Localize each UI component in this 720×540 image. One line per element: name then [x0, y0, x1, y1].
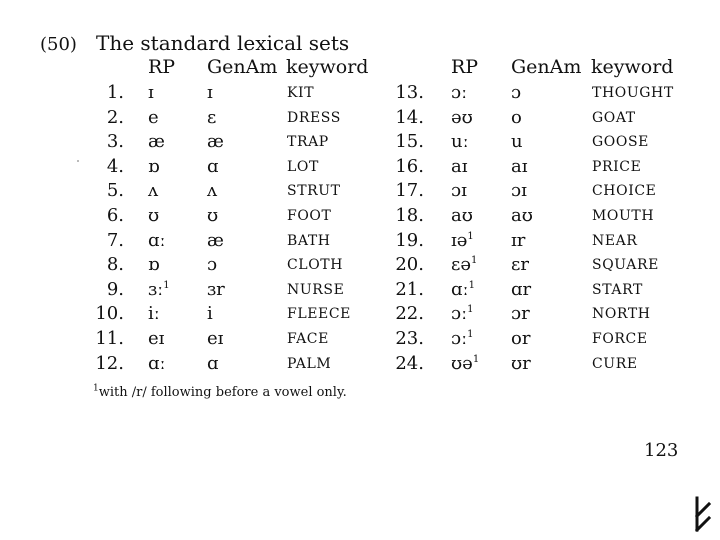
right-rp-value: [451, 230, 474, 251]
right-rp-value: [451, 254, 477, 275]
left-rp-value: [148, 180, 158, 201]
header-genam-right: GenAm: [511, 56, 582, 78]
right-genam-value: aɪ: [511, 155, 528, 177]
right-keyword: GOAT: [592, 109, 636, 126]
left-genam-value: ʌ: [207, 180, 218, 202]
right-row-number: 14.: [395, 106, 424, 128]
right-genam-value: ɔ: [511, 82, 522, 103]
left-genam-value: æ: [207, 229, 224, 251]
header-keyword-right: keyword: [591, 56, 674, 78]
left-row-number: 4.: [106, 155, 124, 177]
example-number: (50): [40, 34, 77, 55]
left-genam-value: ɜr: [207, 278, 225, 300]
left-row-number: 1.: [106, 82, 124, 103]
right-rp-value: [451, 279, 475, 300]
right-keyword: FORCE: [592, 331, 648, 347]
left-rp-value: [148, 205, 159, 226]
header-keyword-left: keyword: [286, 56, 369, 78]
right-keyword: SQUARE: [592, 257, 659, 274]
left-row-number: 10.: [95, 303, 124, 325]
right-row-number: 16.: [395, 155, 424, 177]
rp-symbol: əʊ: [451, 106, 473, 128]
left-genam-value: æ: [207, 131, 224, 153]
left-genam-value: ʊ: [207, 205, 219, 226]
page-number: 123: [644, 440, 679, 461]
left-rp-value: [148, 82, 154, 103]
rp-symbol: æ: [148, 131, 165, 153]
rp-symbol: ɪə: [451, 229, 468, 251]
right-genam-value: ɛr: [511, 254, 529, 276]
left-keyword: FACE: [287, 331, 329, 347]
right-genam-value: o: [511, 106, 522, 128]
right-genam-value: ɔr: [511, 303, 530, 325]
right-row-number: 22.: [395, 303, 424, 325]
right-genam-value: ɔɪ: [511, 180, 527, 202]
rp-symbol: eɪ: [148, 328, 165, 349]
rp-symbol: aʊ: [451, 205, 473, 226]
left-rp-value: [148, 353, 166, 374]
right-genam-value: aʊ: [511, 205, 533, 226]
left-rp-value: [148, 279, 170, 300]
rp-symbol: ɔː: [451, 303, 468, 325]
left-keyword: BATH: [287, 232, 331, 249]
left-keyword: PALM: [287, 355, 332, 372]
rp-symbol: ʊ: [148, 205, 160, 226]
right-row-number: 20.: [395, 254, 424, 276]
footnote-ref: 1: [467, 329, 474, 340]
left-rp-value: [148, 107, 159, 128]
left-genam-value: ɪ: [207, 82, 213, 103]
rp-symbol: ɑː: [148, 352, 166, 374]
right-row-number: 18.: [395, 205, 424, 226]
left-rp-value: [148, 254, 160, 275]
left-row-number: 2.: [106, 106, 124, 128]
right-keyword: NORTH: [592, 306, 651, 323]
rp-symbol: ɑː: [148, 229, 166, 251]
footnote-ref: 1: [467, 304, 474, 316]
header-rp-left: RP: [148, 56, 176, 78]
rp-symbol: ɒ: [148, 254, 160, 276]
rp-symbol: uː: [451, 131, 469, 153]
right-keyword: PRICE: [592, 158, 642, 175]
left-row-number: 3.: [106, 131, 124, 153]
right-row-number: 19.: [395, 229, 424, 251]
rp-symbol: ʌ: [148, 180, 159, 202]
rp-symbol: ɛə: [451, 254, 471, 276]
left-genam-value: eɪ: [207, 328, 224, 349]
right-keyword: MOUTH: [592, 208, 655, 224]
footnote: [93, 385, 347, 400]
right-keyword: CURE: [592, 355, 638, 372]
right-rp-value: [451, 328, 474, 349]
footnote-ref: 1: [470, 255, 478, 267]
left-rp-value: [148, 230, 166, 251]
right-row-number: 17.: [395, 180, 424, 202]
right-genam-value: ʊr: [511, 352, 531, 374]
left-keyword: STRUT: [287, 183, 341, 200]
right-genam-value: ɑr: [511, 278, 532, 300]
print-speck: [77, 160, 79, 162]
footnote-ref: 1: [472, 353, 480, 365]
footnote-ref: 1: [468, 279, 475, 291]
footnote-text: with /r/ following before a vowel only.: [98, 385, 347, 400]
right-rp-value: [451, 82, 467, 103]
left-keyword: CLOTH: [287, 257, 344, 274]
publisher-logo-icon: [694, 496, 712, 536]
left-row-number: 7.: [106, 229, 124, 251]
rp-symbol: ɪ: [148, 82, 154, 103]
left-row-number: 11.: [95, 328, 124, 349]
right-rp-value: [451, 353, 479, 374]
right-genam-value: u: [511, 131, 523, 153]
left-rp-value: [148, 303, 160, 324]
left-genam-value: ɑ: [207, 352, 219, 374]
right-keyword: CHOICE: [592, 183, 657, 200]
right-row-number: 24.: [395, 352, 424, 374]
right-keyword: NEAR: [592, 232, 638, 249]
page-title: The standard lexical sets: [96, 31, 350, 55]
right-row-number: 21.: [395, 278, 424, 300]
right-rp-value: [451, 107, 473, 128]
left-keyword: NURSE: [287, 281, 345, 298]
left-keyword: KIT: [287, 85, 315, 101]
left-keyword: LOT: [287, 158, 319, 175]
right-row-number: 13.: [395, 82, 424, 103]
left-keyword: TRAP: [287, 134, 329, 151]
right-rp-value: [451, 180, 467, 201]
rp-symbol: ɔː: [451, 328, 468, 349]
rp-symbol: aɪ: [451, 155, 468, 177]
rp-symbol: e: [148, 106, 159, 128]
footnote-ref: 1: [163, 279, 170, 291]
left-rp-value: [148, 328, 164, 349]
left-keyword: FLEECE: [287, 306, 351, 323]
right-rp-value: [451, 131, 469, 152]
rp-symbol: ɔː: [451, 82, 468, 103]
rp-symbol: ɑː: [451, 278, 469, 300]
left-row-number: 8.: [106, 254, 124, 276]
right-row-number: 15.: [395, 131, 424, 153]
header-rp-right: RP: [451, 56, 479, 78]
left-row-number: 12.: [95, 352, 124, 374]
rp-symbol: ʊə: [451, 352, 473, 374]
left-keyword: FOOT: [287, 208, 332, 224]
right-rp-value: [451, 156, 468, 177]
right-genam-value: ɪr: [511, 229, 526, 251]
rp-symbol: ɜː: [148, 278, 164, 300]
left-row-number: 9.: [106, 278, 124, 300]
footnote-ref: 1: [467, 230, 474, 242]
left-row-number: 6.: [106, 205, 124, 226]
left-rp-value: [148, 156, 160, 177]
rp-symbol: ɒ: [148, 155, 160, 177]
left-genam-value: ɔ: [207, 254, 218, 276]
header-genam-left: GenAm: [207, 56, 278, 78]
rp-symbol: ɔɪ: [451, 180, 467, 202]
left-genam-value: ɛ: [207, 106, 217, 128]
right-genam-value: or: [511, 328, 531, 349]
right-rp-value: [451, 205, 473, 226]
left-rp-value: [148, 131, 165, 152]
left-keyword: DRESS: [287, 109, 341, 126]
left-genam-value: i: [207, 303, 213, 325]
left-genam-value: ɑ: [207, 155, 219, 177]
left-row-number: 5.: [106, 180, 124, 202]
footnote-marker: 1: [93, 383, 99, 394]
right-row-number: 23.: [395, 328, 424, 349]
right-rp-value: [451, 303, 474, 324]
right-keyword: THOUGHT: [592, 85, 674, 101]
right-keyword: START: [592, 281, 643, 298]
rp-symbol: iː: [148, 303, 160, 325]
right-keyword: GOOSE: [592, 134, 649, 151]
